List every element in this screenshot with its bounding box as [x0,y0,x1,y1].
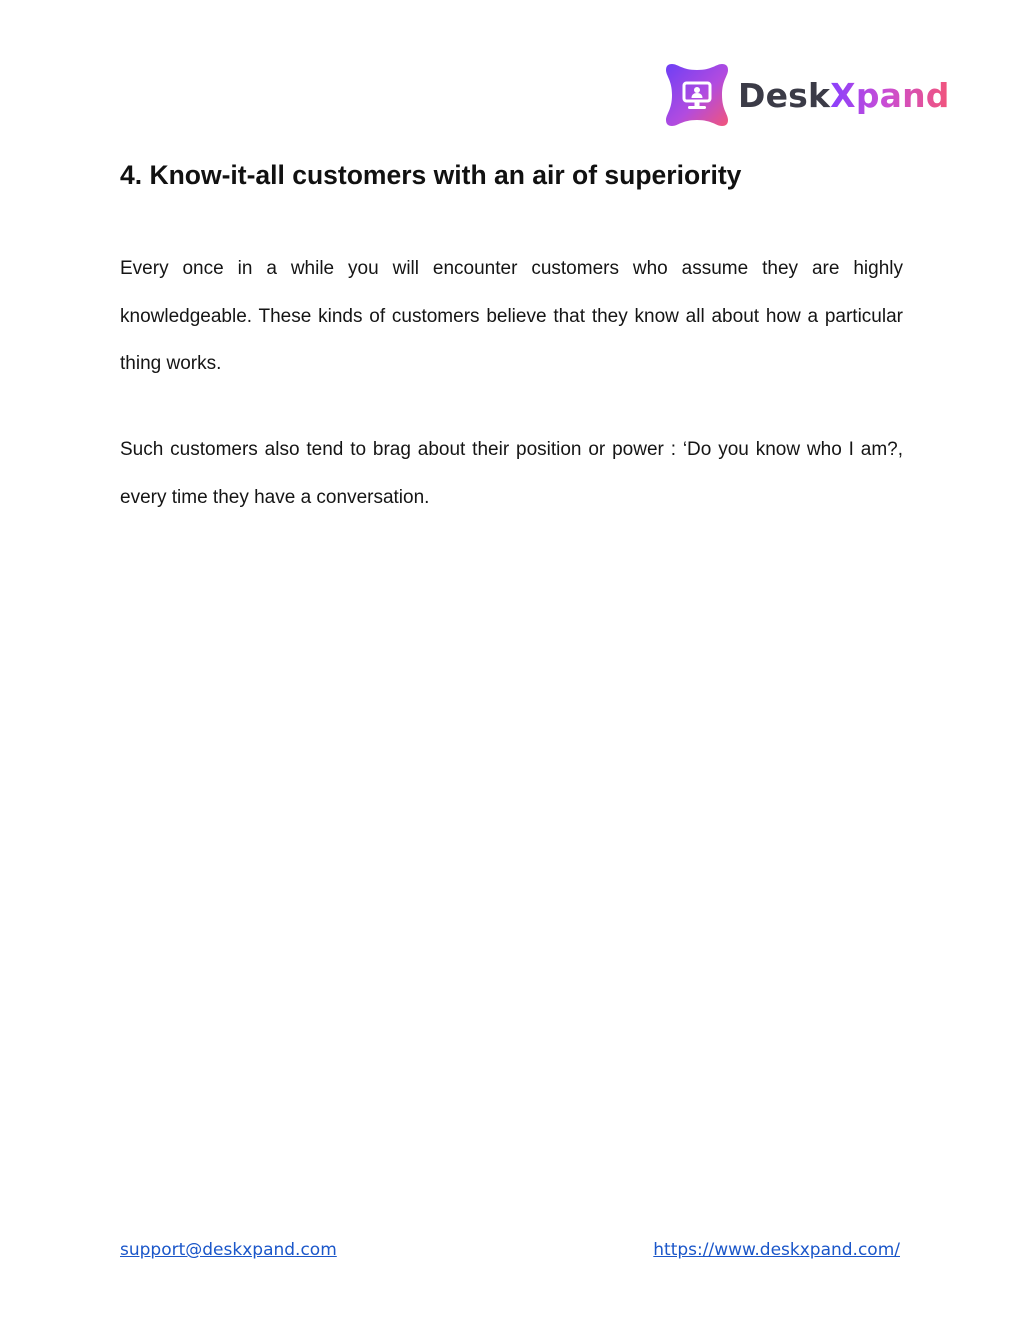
section-heading: 4. Know-it-all customers with an air of superiority [120,160,742,190]
website-link[interactable]: https://www.deskxpand.com/ [653,1240,900,1260]
brand-logo [664,60,950,130]
desk-monitor-logo-icon [664,62,730,128]
support-email-link[interactable]: support@deskxpand.com [120,1240,337,1260]
brand-wordmark [738,75,950,115]
body-paragraph: Such customers also tend to brag about their position or power : ‘Do you know who I am?, every time they have a conversation. [120,439,903,508]
brand-name-part1: Desk [738,75,831,115]
body-paragraph: Every once in a while you will encounter customers who assume they are highly knowledgeable. These kinds of customers believe that they know all about how a particular thing works. [120,258,903,374]
brand-name-part2: Xpand [830,75,950,115]
